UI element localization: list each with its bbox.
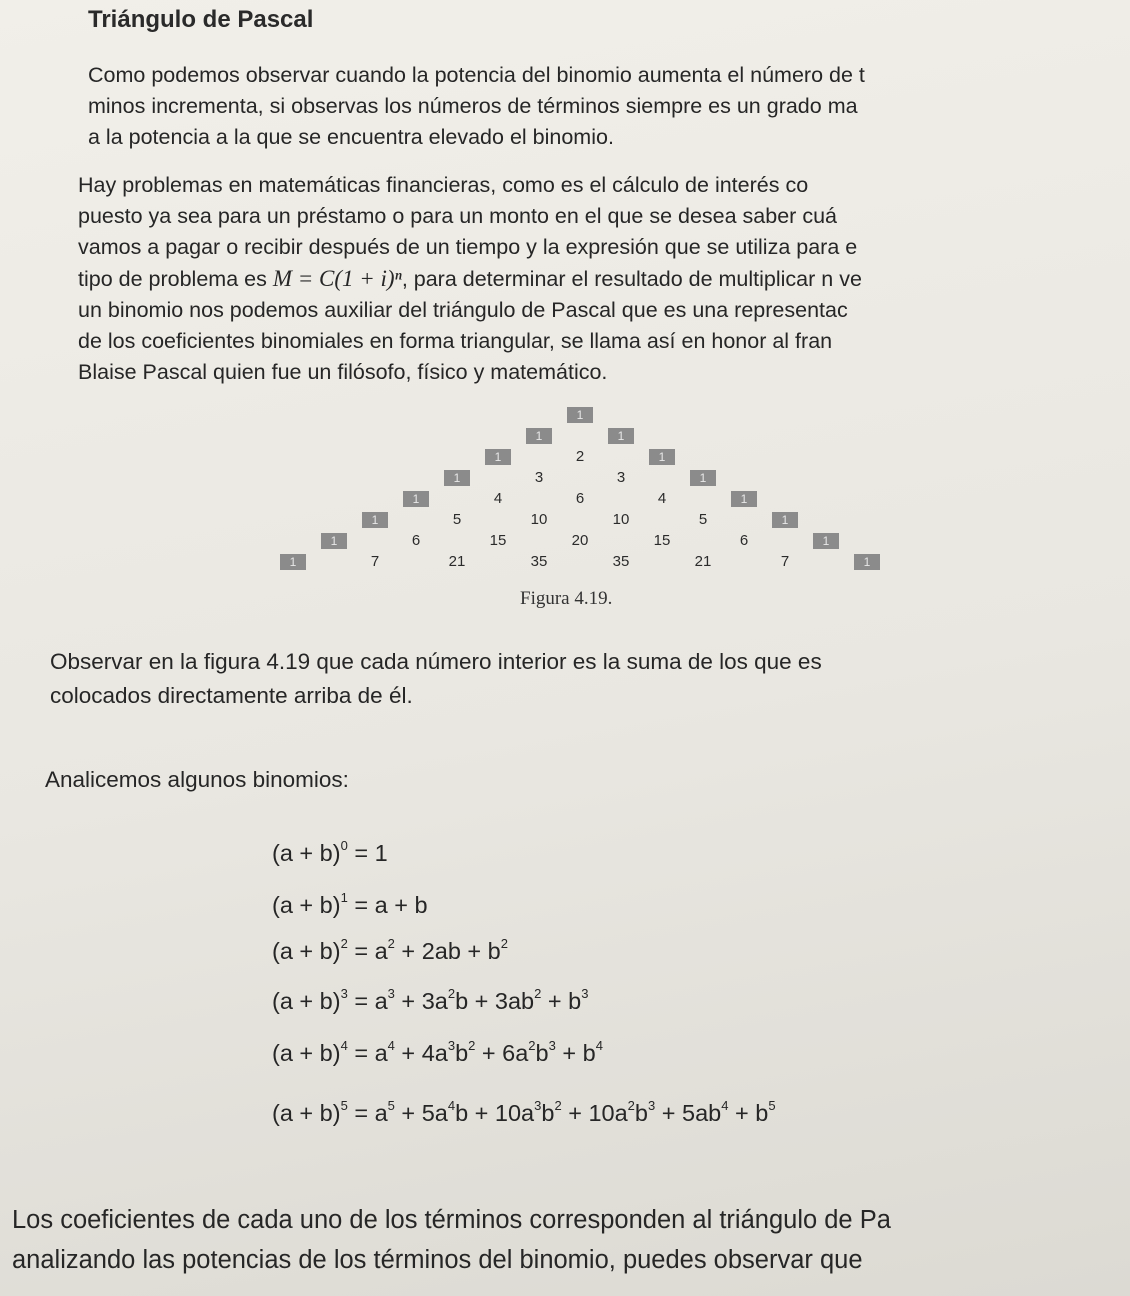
triangle-number: 5 [452, 511, 462, 528]
triangle-number: 21 [694, 553, 712, 570]
expansion-term: = a [354, 1100, 388, 1126]
triangle-number: 1 [740, 492, 748, 506]
triangle-number: 15 [653, 532, 671, 549]
term-exponent: 5 [768, 1098, 776, 1113]
term-exponent: 3 [548, 1038, 556, 1053]
triangle-number: 10 [530, 511, 548, 528]
expansion-term: + 6a [475, 1040, 529, 1066]
expansion-term: b [535, 1040, 549, 1066]
term-exponent: 3 [581, 986, 589, 1001]
triangle-number: 35 [530, 553, 548, 570]
triangle-number: 2 [575, 448, 585, 465]
term-exponent: 2 [554, 1098, 562, 1113]
triangle-number: 20 [571, 532, 589, 549]
triangle-number: 1 [576, 408, 584, 422]
text-line: Blaise Pascal quien fue un filósofo, físico y matemático. [78, 360, 608, 384]
intro-paragraph [88, 60, 1130, 153]
triangle-number: 1 [494, 450, 502, 464]
expansion-term: + b [541, 988, 582, 1014]
page-title: Triángulo de Pascal [88, 6, 314, 33]
text-line: minos incrementa, si observas los números de términos siempre es un grado ma [88, 94, 858, 118]
binomial-power: 4 [340, 1038, 348, 1053]
figure-caption: Figura 4.19. [520, 588, 613, 609]
triangle-number: 6 [411, 532, 421, 549]
term-exponent: 2 [500, 936, 508, 951]
triangle-number: 21 [448, 553, 466, 570]
expansion-term: b [455, 1040, 469, 1066]
term-exponent: 3 [387, 986, 395, 1001]
triangle-number: 1 [617, 429, 625, 443]
binomial-equation [272, 986, 588, 1015]
binomial-power: 2 [340, 936, 348, 951]
finance-paragraph [78, 170, 1130, 388]
pascal-triangle-figure [289, 400, 880, 580]
binomial-equation [272, 838, 388, 867]
triangle-number: 10 [612, 511, 630, 528]
term-exponent: 3 [534, 1098, 542, 1113]
text-line [78, 263, 1130, 295]
triangle-number: 3 [616, 469, 626, 486]
triangle-number: 1 [289, 555, 297, 569]
triangle-number: 5 [698, 511, 708, 528]
text-line: Observar en la figura 4.19 que cada número interior es la suma de los que es [50, 649, 822, 674]
triangle-number: 1 [453, 471, 461, 485]
interest-formula: M = C(1 + i)ⁿ [272, 266, 402, 291]
expansion-term: + b [728, 1100, 769, 1126]
term-exponent: 4 [387, 1038, 395, 1053]
text-line: de los coeficientes binomiales en forma triangular, se llama así en honor al fran [78, 329, 833, 353]
text-line: colocados directamente arriba de él. [50, 683, 413, 708]
conclusion-paragraph [12, 1200, 1130, 1280]
triangle-number: 1 [330, 534, 338, 548]
term-exponent: 2 [534, 986, 542, 1001]
triangle-number: 1 [658, 450, 666, 464]
triangle-number: 4 [657, 490, 667, 507]
section-subheading: Analicemos algunos binomios: [45, 767, 349, 792]
triangle-number: 7 [370, 553, 380, 570]
triangle-number: 4 [493, 490, 503, 507]
binomial-base: (a + b) [272, 1100, 341, 1126]
binomial-base: (a + b) [272, 938, 341, 964]
binomial-equation [272, 936, 508, 965]
expansion-term: b + 10a [455, 1100, 535, 1126]
term-exponent: 2 [447, 986, 456, 1001]
triangle-number: 35 [612, 553, 630, 570]
text-line: un binomio nos podemos auxiliar del triángulo de Pascal que es una representac [78, 298, 848, 322]
term-exponent: 4 [721, 1098, 729, 1113]
binomial-power: 5 [340, 1098, 348, 1113]
expansion-term: = a [354, 938, 388, 964]
triangle-number: 1 [781, 513, 789, 527]
term-exponent: 2 [468, 1038, 476, 1053]
term-exponent: 2 [627, 1098, 635, 1113]
expansion-term: b + 3ab [455, 988, 535, 1014]
text-line: analizando las potencias de los términos del binomio, puedes observar que [12, 1246, 863, 1274]
expansion-term: = a [354, 1040, 388, 1066]
text-fragment: , para determinar el resultado de multiplicar n ve [401, 267, 862, 291]
triangle-number: 7 [780, 553, 790, 570]
term-exponent: 3 [447, 1038, 456, 1053]
term-exponent: 2 [387, 936, 395, 951]
triangle-number: 1 [371, 513, 379, 527]
expansion-term: = a + b [354, 892, 428, 918]
text-line: Hay problemas en matemáticas financieras, como es el cálculo de interés co [78, 173, 809, 197]
triangle-number: 1 [822, 534, 830, 548]
binomial-base: (a + b) [272, 988, 341, 1014]
binomial-power: 1 [340, 890, 348, 905]
triangle-number: 3 [534, 469, 544, 486]
term-exponent: 2 [528, 1038, 536, 1053]
term-exponent: 3 [647, 1098, 656, 1113]
expansion-term: = 1 [354, 840, 388, 866]
triangle-number: 1 [863, 555, 871, 569]
binomial-power: 0 [340, 838, 348, 853]
expansion-term: + 5ab [655, 1100, 722, 1126]
expansion-term: b [634, 1100, 648, 1126]
expansion-term: + 5a [394, 1100, 448, 1126]
expansion-term: b [541, 1100, 555, 1126]
triangle-number: 15 [489, 532, 507, 549]
binomial-equation [272, 1098, 776, 1127]
binomial-power: 3 [340, 986, 348, 1001]
observation-paragraph [50, 645, 1130, 713]
text-line: Los coeficientes de cada uno de los términos corresponden al triángulo de Pa [12, 1206, 891, 1234]
text-fragment: tipo de problema es [78, 267, 273, 291]
triangle-number: 1 [535, 429, 543, 443]
binomial-base: (a + b) [272, 1040, 341, 1066]
binomial-base: (a + b) [272, 892, 341, 918]
expansion-term: + 10a [561, 1100, 628, 1126]
text-line: a la potencia a la que se encuentra elevado el binomio. [88, 125, 614, 149]
expansion-term: + 3a [394, 988, 448, 1014]
expansion-term: + 4a [394, 1040, 448, 1066]
expansion-term: + 2ab + b [394, 938, 501, 964]
triangle-number: 6 [739, 532, 749, 549]
expansion-term: = a [354, 988, 388, 1014]
term-exponent: 5 [387, 1098, 395, 1113]
text-line: Como podemos observar cuando la potencia del binomio aumenta el número de t [88, 63, 865, 87]
binomial-equation [272, 890, 428, 919]
triangle-number: 1 [412, 492, 420, 506]
text-line: vamos a pagar o recibir después de un tiempo y la expresión que se utiliza para e [78, 235, 858, 259]
term-exponent: 4 [447, 1098, 456, 1113]
term-exponent: 4 [595, 1038, 603, 1053]
expansion-term: + b [555, 1040, 596, 1066]
text-line: puesto ya sea para un préstamo o para un monto en el que se desea saber cuá [78, 204, 837, 228]
triangle-number: 6 [575, 490, 585, 507]
binomial-equation [272, 1038, 603, 1067]
binomial-base: (a + b) [272, 840, 341, 866]
triangle-number: 1 [699, 471, 707, 485]
